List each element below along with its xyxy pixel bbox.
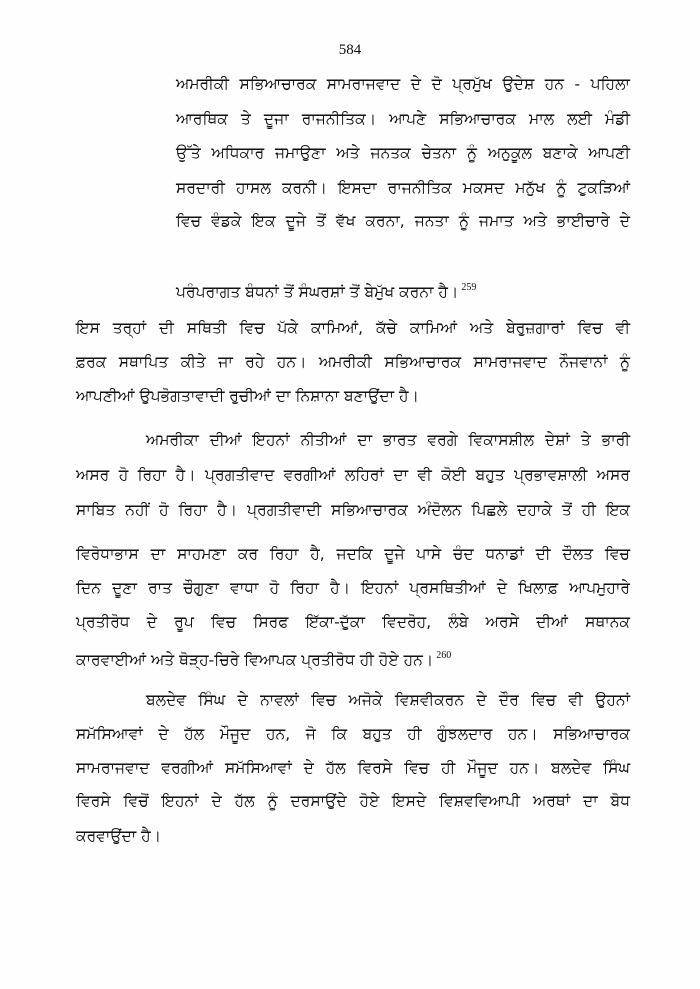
quote-last-text: ਪਰੰਪਰਾਗਤ ਬੰਧਨਾਂ ਤੋਂ ਸੰਘਰਸ਼ਾਂ ਤੋਂ ਬੇਮੁੱਖ ਕਰਨਾ ਹੈ।	[176, 283, 459, 301]
body-line: ਸਾਬਿਤ ਨਹੀਂ ਹੋ ਰਿਹਾ ਹੈ। ਪ੍ਰਗਤੀਵਾਦੀ ਸਭਿਆਚਾਰਕ ਅੰਦੋਲਨ ਪਿਛਲੇ ਦਹਾਕੇ ਤੋਂ ਹੀ ਇਕ	[76, 501, 630, 519]
body-line-last	[76, 646, 630, 670]
body-line: ਸਾਮਰਾਜਵਾਦ ਵਰਗੀਆਂ ਸਮੱਸਿਆਵਾਂ ਦੇ ਹੱਲ ਵਿਰਸੇ ਵਿਚ ਹੀ ਮੌਜੂਦ ਹਨ। ਬਲਦੇਵ ਸਿੰਘ	[76, 759, 630, 777]
footnote-marker: 259	[461, 282, 477, 293]
quote-line-last	[176, 278, 630, 302]
body-line: ਅਮਰੀਕਾ ਦੀਆਂ ਇਹਨਾਂ ਨੀਤੀਆਂ ਦਾ ਭਾਰਤ ਵਰਗੇ ਵਿਕਾਸਸ਼ੀਲ ਦੇਸ਼ਾਂ ਤੇ ਭਾਰੀ	[146, 431, 630, 449]
body-line: ਆਪਣੀਆਂ ਉਪਭੋਗਤਾਵਾਦੀ ਰੁਚੀਆਂ ਦਾ ਨਿਸ਼ਾਨਾ ਬਣਾਉਂਦਾ ਹੈ।	[76, 387, 419, 405]
body-line: ਬਲਦੇਵ ਸਿੰਘ ਦੇ ਨਾਵਲਾਂ ਵਿਚ ਅਜੋਕੇ ਵਿਸ਼ਵੀਕਰਨ ਦੇ ਦੌਰ ਵਿਚ ਵੀ ਉਹਨਾਂ	[146, 691, 630, 709]
quote-line: ਆਰਥਿਕ ਤੇ ਦੂਜਾ ਰਾਜਨੀਤਿਕ। ਆਪਣੇ ਸਭਿਆਚਾਰਕ ਮਾਲ ਲਈ ਮੰਡੀ	[176, 110, 630, 128]
body-line: ਵਿਰੋਧਾਭਾਸ ਦਾ ਸਾਹਮਣਾ ਕਰ ਰਿਹਾ ਹੈ, ਜਦਕਿ ਦੂਜੇ ਪਾਸੇ ਚੰਦ ਧਨਾਡਾਂ ਦੀ ਦੌਲਤ ਵਿਚ	[76, 545, 630, 563]
footnote-marker: 260	[436, 650, 452, 661]
body-line: ਦਿਨ ਦੂਣਾ ਰਾਤ ਚੌਗੁਣਾ ਵਾਧਾ ਹੋ ਰਿਹਾ ਹੈ। ਇਹਨਾਂ ਪ੍ਰਸਥਿਤੀਆਂ ਦੇ ਖਿਲਾਫ਼ ਆਪਮੁਹਾਰੇ	[76, 579, 630, 597]
quote-line: ਵਿਚ ਵੰਡਕੇ ਇਕ ਦੂਜੇ ਤੋਂ ਵੱਖ ਕਰਨਾ, ਜਨਤਾ ਨੂੰ ਜਮਾਤ ਅਤੇ ਭਾਈਚਾਰੇ ਦੇ	[176, 212, 630, 230]
body-line: ਇਸ ਤਰ੍ਹਾਂ ਦੀ ਸਥਿਤੀ ਵਿਚ ਪੱਕੇ ਕਾਮਿਆਂ, ਕੱਚੇ ਕਾਮਿਆਂ ਅਤੇ ਬੇਰੁਜ਼ਗਾਰਾਂ ਵਿਚ ਵੀ	[76, 319, 630, 337]
quote-line: ਉੱਤੇ ਅਧਿਕਾਰ ਜਮਾਉਣਾ ਅਤੇ ਜਨਤਕ ਚੇਤਨਾ ਨੂੰ ਅਨੁਕੂਲ ਬਣਾਕੇ ਆਪਣੀ	[176, 144, 630, 162]
quote-line: ਸਰਦਾਰੀ ਹਾਸਲ ਕਰਨੀ। ਇਸਦਾ ਰਾਜਨੀਤਿਕ ਮਕਸਦ ਮਨੁੱਖ ਨੂੰ ਟੁਕੜਿਆਂ	[176, 179, 630, 197]
body-line: ਸਮੱਸਿਆਵਾਂ ਦੇ ਹੱਲ ਮੌਜੂਦ ਹਨ, ਜੋ ਕਿ ਬਹੁਤ ਹੀ ਗੁੰਝਲਦਾਰ ਹਨ। ਸਭਿਆਚਾਰਕ	[76, 725, 630, 743]
body-line: ਪ੍ਰਤੀਰੋਧ ਦੇ ਰੂਪ ਵਿਚ ਸਿਰਫ ਇੱਕਾ-ਦੁੱਕਾ ਵਿਦਰੋਹ, ਲੰਬੇ ਅਰਸੇ ਦੀਆਂ ਸਥਾਨਕ	[76, 613, 630, 631]
body-last-text: ਕਾਰਵਾਈਆਂ ਅਤੇ ਥੋੜ੍ਹ-ਚਿਰੇ ਵਿਆਪਕ ਪ੍ਰਤੀਰੋਧ ਹੀ ਹੋਏ ਹਨ।	[76, 651, 434, 669]
body-line: ਅਸਰ ਹੋ ਰਿਹਾ ਹੈ। ਪ੍ਰਗਤੀਵਾਦ ਵਰਗੀਆਂ ਲਹਿਰਾਂ ਦਾ ਵੀ ਕੋਈ ਬਹੁਤ ਪ੍ਰਭਾਵਸ਼ਾਲੀ ਅਸਰ	[76, 466, 630, 484]
quote-line: ਅਮਰੀਕੀ ਸਭਿਆਚਾਰਕ ਸਾਮਰਾਜਵਾਦ ਦੇ ਦੋ ਪ੍ਰਮੁੱਖ ਉਦੇਸ਼ ਹਨ - ਪਹਿਲਾ	[176, 75, 630, 93]
page-number: 584	[338, 42, 362, 58]
body-line: ਕਰਵਾਉਂਦਾ ਹੈ।	[76, 827, 162, 845]
body-line: ਵਿਰਸੇ ਵਿਚੋਂ ਇਹਨਾਂ ਦੇ ਹੱਲ ਨੂੰ ਦਰਸਾਉਂਦੇ ਹੋਏ ਇਸਦੇ ਵਿਸ਼ਵਵਿਆਪੀ ਅਰਥਾਂ ਦਾ ਬੋਧ	[76, 792, 630, 810]
body-line: ਫ਼ਰਕ ਸਥਾਪਿਤ ਕੀਤੇ ਜਾ ਰਹੇ ਹਨ। ਅਮਰੀਕੀ ਸਭਿਆਚਾਰਕ ਸਾਮਰਾਜਵਾਦ ਨੌਜਵਾਨਾਂ ਨੂੰ	[76, 353, 630, 371]
